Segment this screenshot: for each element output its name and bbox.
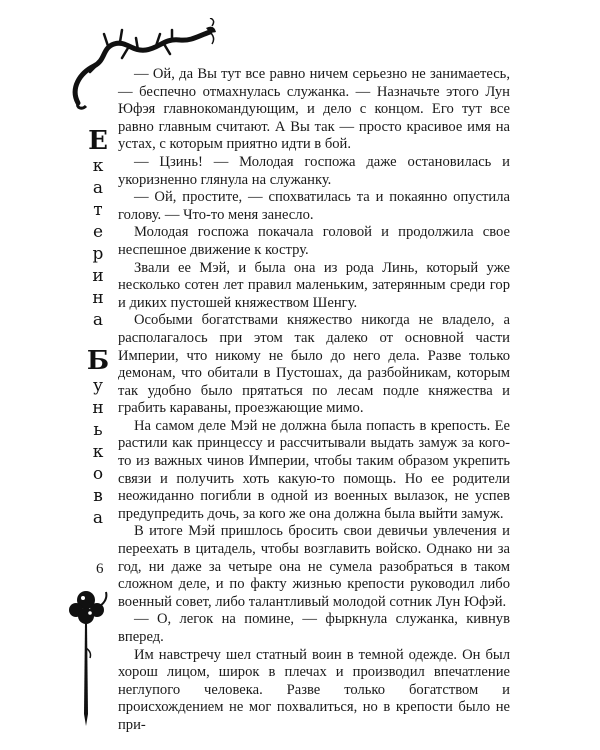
author-letter: Е <box>88 126 108 156</box>
author-letter: о <box>92 464 104 484</box>
author-letter: р <box>92 244 104 264</box>
author-letter: н <box>92 288 104 308</box>
author-letter: а <box>92 310 104 330</box>
paragraph: Молодая госпожа покачала головой и продолжила свое неспешное движение к костру. <box>118 224 510 258</box>
author-letter: е <box>92 222 104 242</box>
left-margin <box>0 0 112 750</box>
paragraph: В итоге Мэй пришлось бросить свои девичьи увлечения и переехать в цитадель, чтобы возглавить войско. Однако ни за год, ни даже за четыре она не сумела разобраться в таком сложном деле, и по факту жизнью крепости руководил либо военный совет, либо талантливый молодой сотник Лун Юфэй. <box>118 523 510 610</box>
author-letter: а <box>92 508 104 528</box>
paragraph: — Ой, простите, — спохватилась та и покаянно опустила голову. — Что-то меня занесло. <box>118 189 510 223</box>
author-letter: ь <box>93 420 103 440</box>
author-letter: у <box>92 376 103 396</box>
paragraph: Им навстречу шел статный воин в темной одежде. Он был хорош лицом, широк в плечах и производил впечатление неглупого человека. Разве только богатством и происхождением не мог похвалиться, но в крепости было не при- <box>118 646 510 733</box>
author-letter: Б <box>86 346 110 376</box>
staff-ornament-icon <box>64 588 110 728</box>
body-text <box>118 66 510 735</box>
author-letter: и <box>92 266 104 286</box>
paragraph: На самом деле Мэй не должна была попасть в крепость. Ее растили как принцессу и рассчитывали выдать замуж за кого-то из важных чинов Империи, чтобы таким образом укрепить связи и получить хоть какую-то помощь. Но ее родители неожиданно погибли в одной из военных вылазок, не успев предупредить дочь, за кого же она должна была выйти замуж. <box>118 417 510 522</box>
paragraph: — О, легок на помине, — фыркнула служанка, кивнув вперед. <box>118 611 510 645</box>
author-letter: а <box>92 178 104 198</box>
paragraph: Звали ее Мэй, и была она из рода Линь, который уже несколько сотен лет правил маленьким, затерянным среди гор и диких пустошей княжеством Шенгу. <box>118 259 510 311</box>
paragraph: — Цзинь! — Молодая госпожа даже остановилась и укоризненно глянула на служанку. <box>118 153 510 188</box>
author-letter: в <box>93 486 103 506</box>
page-number: 6 <box>96 561 104 577</box>
author-letter: к <box>92 156 104 176</box>
author-letter: т <box>93 200 103 220</box>
author-name-vertical <box>86 128 110 532</box>
author-letter: к <box>92 442 104 462</box>
paragraph: Особыми богатствами княжество никогда не владело, а располагалось при этом так далеко от основной части Империи, что никому не было до него дела. Разве только демонам, что обитали в Пустошах, да разбойникам, которым так удобно было прятаться по лесам подле княжества и грабить караваны, проезжающие мимо. <box>118 312 510 417</box>
paragraph: — Ой, да Вы тут все равно ничем серьезно не занимаетесь, — беспечно отмахнулась служанка. — Назначьте этого Лун Юфэя главнокомандующим, и дело с концом. Его тут все равно главным считают. А Вы так — просто красивое имя на устах, с которым приятно идти в бой. <box>118 66 510 153</box>
author-letter: н <box>92 398 104 418</box>
